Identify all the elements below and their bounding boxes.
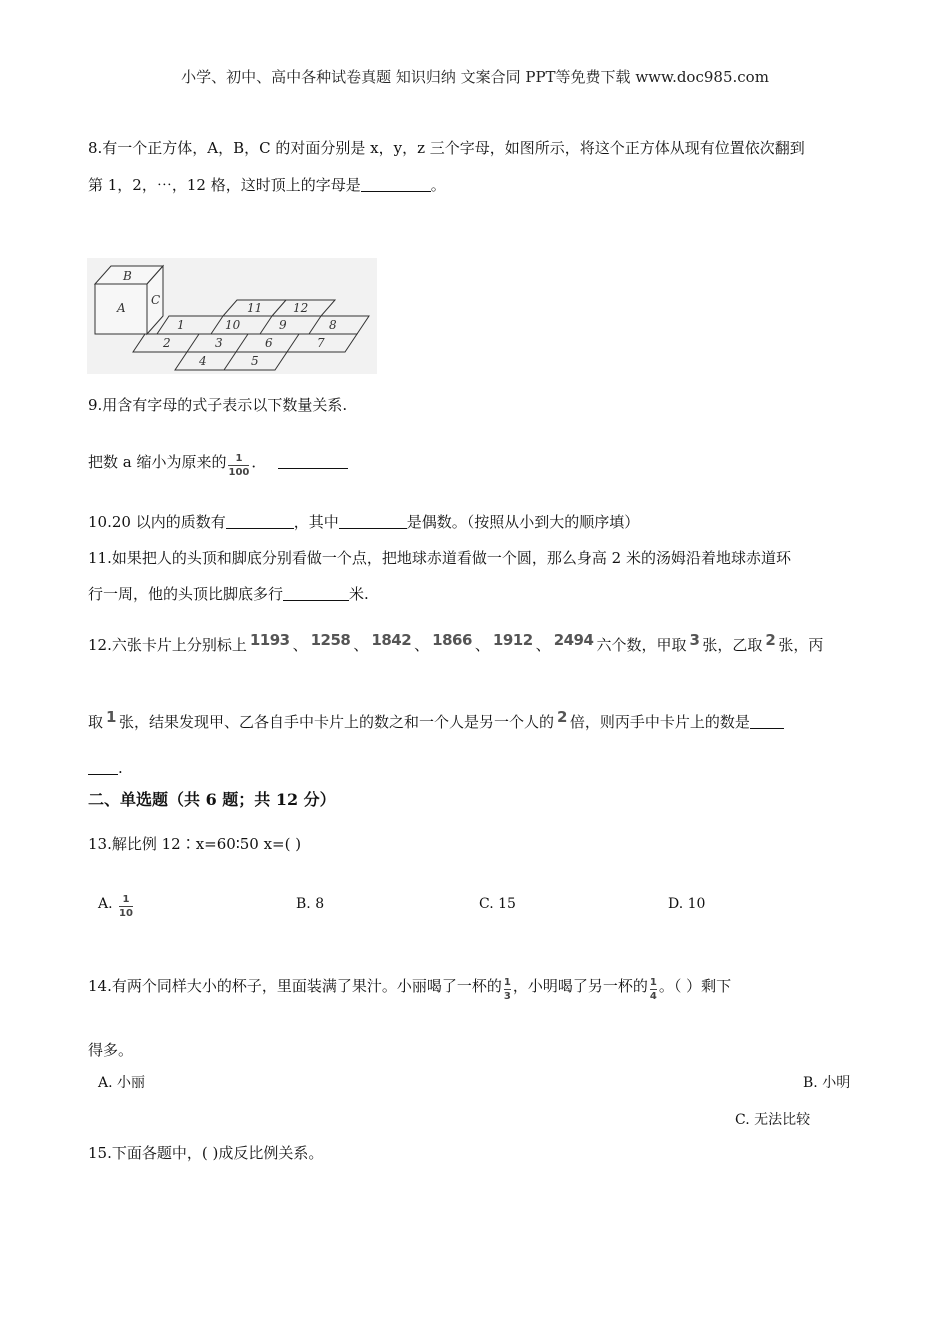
- q12-text-mid3: 张，丙: [778, 636, 824, 654]
- q11-text-end: 米.: [349, 585, 369, 603]
- page-header: 小学、初中、高中各种试卷真题 知识归纳 文案合同 PPT等免费下载 www.doc985.com: [181, 68, 769, 86]
- q8-cube-svg: [87, 258, 377, 374]
- q13-option-a-fraction: [119, 894, 133, 919]
- q8-line2-end: 。: [430, 176, 446, 194]
- q12-sep-2: 、: [353, 636, 369, 654]
- q9-frac-den: 100: [228, 467, 250, 478]
- section-2-title: 二、单选题（共 6 题；共 12 分）: [88, 790, 336, 809]
- q8-line1: 8.有一个正方体，A，B，C 的对面分别是 x，y，z 三个字母，如图所示，将这个正方体从现有位置依次翻到: [88, 139, 805, 157]
- q10-text-pre: 10.20 以内的质数有: [88, 513, 226, 531]
- q10-answer-blank-2[interactable]: [339, 514, 407, 529]
- grid-cell-1: 1: [177, 318, 185, 332]
- q13-option-b[interactable]: B. 8: [296, 896, 325, 912]
- q13-a-num: 1: [122, 894, 130, 905]
- q14-fraction-1: [504, 977, 511, 1002]
- q14-line2: 得多。: [88, 1041, 134, 1059]
- q12-line3: [88, 758, 123, 778]
- q12-text-pre: 12.六张卡片上分别标上: [88, 636, 247, 654]
- q13-option-a[interactable]: [98, 894, 135, 919]
- q9-line2: [88, 452, 348, 478]
- q12-count-yi: 2: [765, 631, 776, 649]
- q12-card-3: 1842: [371, 631, 412, 649]
- q12-text-mid1: 六个数，甲取: [596, 636, 687, 654]
- q9-answer-blank[interactable]: [278, 454, 348, 469]
- q9-text: 把数 a 缩小为原来的: [88, 453, 227, 471]
- q12-line3-end: .: [118, 759, 123, 777]
- cube-face-front: A: [117, 301, 126, 315]
- q11-line2: [88, 584, 369, 604]
- q14-option-c[interactable]: C. 无法比较: [735, 1112, 811, 1128]
- q12-times: 2: [556, 708, 567, 726]
- q8-answer-blank[interactable]: [361, 177, 431, 192]
- q11-answer-blank[interactable]: [283, 586, 349, 601]
- grid-cell-5: 5: [251, 354, 259, 368]
- grid-cell-3: 3: [215, 336, 223, 350]
- q14-f1-den: 3: [503, 991, 511, 1002]
- q14-f2-num: 1: [649, 977, 657, 988]
- q12-card-5: 1912: [492, 631, 533, 649]
- q10-text-post: 是偶数。（按照从小到大的顺序填）: [406, 513, 640, 531]
- q12-sep-5: 、: [535, 636, 551, 654]
- q13-stem: 13.解比例 12∶x=60∶50 x=( ): [88, 835, 302, 853]
- grid-cell-6: 6: [265, 336, 273, 350]
- q12-line1: [88, 630, 823, 655]
- q14-fraction-2: [650, 977, 657, 1002]
- q14-text-mid: ，小明喝了另一杯的: [512, 977, 648, 995]
- q13-option-a-label: A.: [98, 896, 113, 912]
- cube-face-top: B: [123, 269, 132, 283]
- q10-answer-blank-1[interactable]: [226, 514, 294, 529]
- q9-line1: 9.用含有字母的式子表示以下数量关系.: [88, 396, 348, 414]
- q12-line2-pre: 取: [88, 713, 104, 731]
- q13-option-c[interactable]: C. 15: [479, 896, 516, 912]
- grid-cell-8: 8: [329, 318, 337, 332]
- q12-card-1: 1193: [249, 631, 290, 649]
- q8-cube-figure: [87, 258, 377, 374]
- q13-option-d[interactable]: D. 10: [668, 896, 706, 912]
- grid-cell-11: 11: [247, 301, 263, 315]
- q14-f2-den: 4: [649, 991, 657, 1002]
- q12-answer-blank-part1[interactable]: [750, 714, 784, 729]
- q9-text-end: ．: [251, 453, 267, 471]
- grid-cell-12: 12: [293, 301, 309, 315]
- q10-line: [88, 512, 639, 532]
- q10-text-mid: ，其中: [293, 513, 339, 531]
- q12-count-jia: 3: [689, 631, 700, 649]
- q8-line2-text: 第 1，2，⋯，12 格，这时顶上的字母是: [88, 176, 361, 194]
- q8-line2: [88, 175, 446, 195]
- q14-text-post: 。（ ）剩下: [658, 977, 732, 995]
- q12-sep-3: 、: [414, 636, 430, 654]
- grid-cell-4: 4: [199, 354, 207, 368]
- q14-option-a[interactable]: A. 小丽: [98, 1075, 146, 1091]
- q12-answer-blank-part2[interactable]: [88, 760, 118, 775]
- grid-cell-9: 9: [279, 318, 287, 332]
- q12-line2-post: 倍，则丙手中卡片上的数是: [569, 713, 750, 731]
- q14-option-b[interactable]: B. 小明: [803, 1075, 851, 1091]
- q12-card-4: 1866: [432, 631, 472, 649]
- grid-cell-2: 2: [163, 336, 171, 350]
- q12-sep-4: 、: [474, 636, 490, 654]
- q12-sep-1: 、: [292, 636, 308, 654]
- cube-face-side: C: [151, 293, 161, 307]
- q14-f1-num: 1: [503, 977, 511, 988]
- grid-cell-7: 7: [317, 336, 325, 350]
- q11-line1: 11.如果把人的头顶和脚底分别看做一个点，把地球赤道看做一个圆，那么身高 2 米的汤姆沿着地球赤道环: [88, 549, 791, 567]
- q12-line2: [88, 707, 784, 732]
- q12-card-6: 2494: [553, 631, 594, 649]
- q15-stem: 15.下面各题中，( )成反比例关系。: [88, 1144, 324, 1162]
- q12-card-2: 1258: [310, 631, 351, 649]
- q12-count-bing: 1: [106, 708, 116, 726]
- q14-text-pre: 14.有两个同样大小的杯子，里面装满了果汁。小丽喝了一杯的: [88, 977, 502, 995]
- q14-line1: [88, 976, 731, 1002]
- q13-a-den: 10: [119, 908, 133, 919]
- grid-cell-10: 10: [225, 318, 241, 332]
- q11-text: 行一周，他的头顶比脚底多行: [88, 585, 284, 603]
- q12-text-mid2: 张，乙取: [702, 636, 763, 654]
- q9-fraction: [228, 453, 249, 478]
- q12-line2-mid: 张，结果发现甲、乙各自手中卡片上的数之和一个人是另一个人的: [118, 713, 554, 731]
- q9-frac-num: 1: [235, 453, 243, 464]
